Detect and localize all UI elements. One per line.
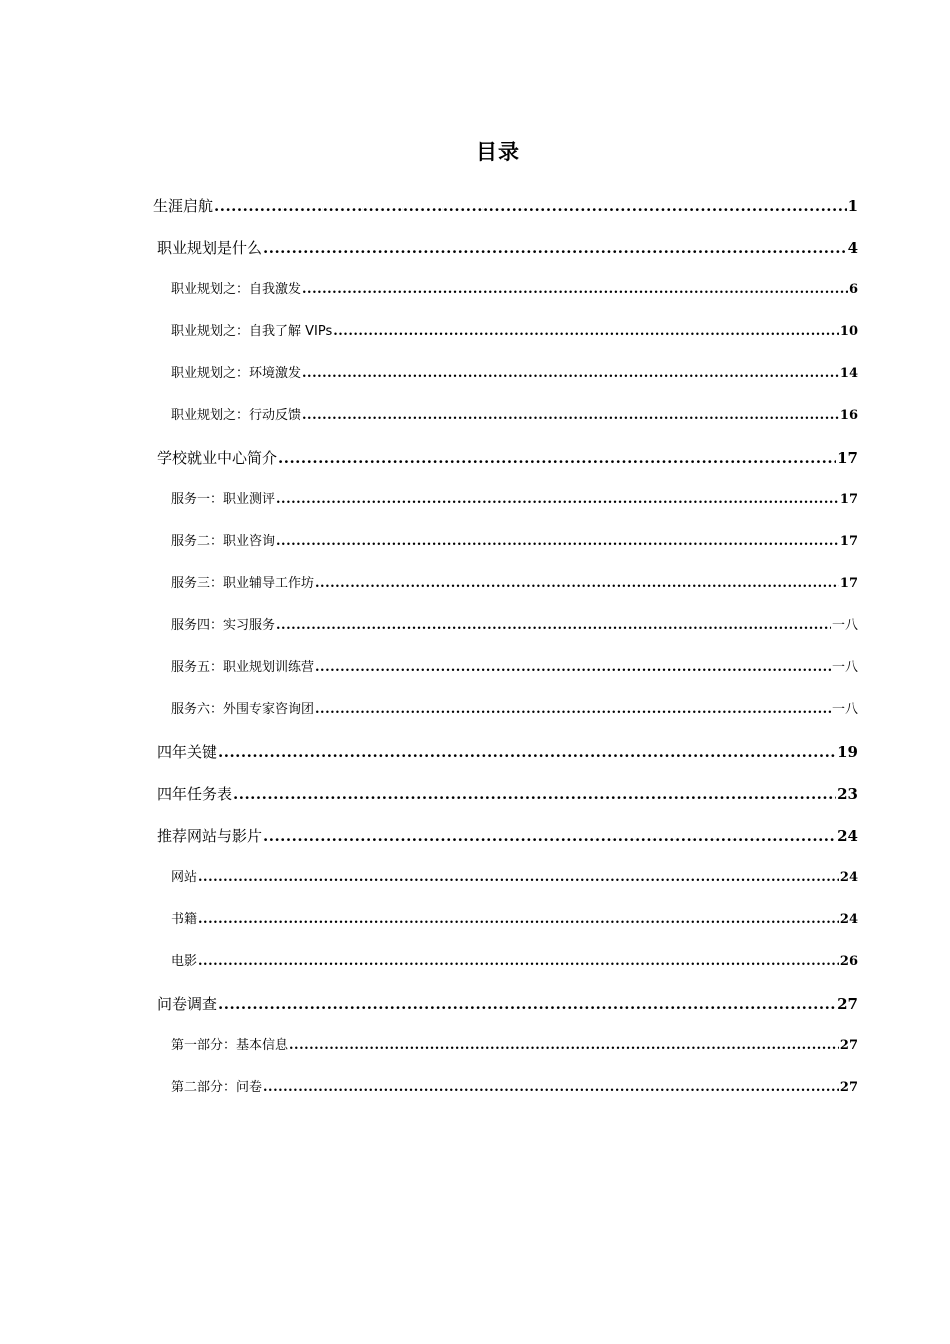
toc-entry-page: 一八 [831, 660, 858, 675]
toc-entry-page: 26 [839, 954, 858, 969]
toc-leader [302, 278, 848, 302]
toc-entry[interactable] [171, 656, 858, 680]
toc-entry-page: 17 [839, 492, 858, 507]
toc-entry-label: 问卷调查 [157, 995, 218, 1013]
toc-entry-page: 10 [839, 324, 858, 339]
toc-entry-label: 服务六：外围专家咨询团 [171, 702, 315, 717]
toc-entry-label: 职业规划之：环境激发 [171, 366, 302, 381]
toc-leader [278, 446, 836, 470]
toc-entry-page: 27 [839, 1038, 858, 1053]
toc-title: 目录 [476, 140, 520, 164]
toc-entry[interactable] [171, 698, 858, 722]
toc-entry-page: 17 [839, 576, 858, 591]
toc-leader [198, 908, 839, 932]
toc-entry[interactable] [171, 866, 858, 890]
toc-entry-page: 6 [848, 282, 858, 297]
toc-entry-label: 服务一：职业测评 [171, 492, 276, 507]
toc-leader [276, 488, 839, 512]
toc-leader [233, 782, 836, 806]
toc-leader [302, 362, 839, 386]
toc-entry-page: 19 [837, 743, 858, 761]
toc-leader [218, 992, 836, 1016]
toc-entry[interactable] [157, 446, 858, 470]
toc-leader [263, 824, 836, 848]
toc-leader [289, 1034, 839, 1058]
toc-entry-label: 书籍 [171, 912, 198, 927]
toc-entry-label: 第二部分：问卷 [171, 1080, 263, 1095]
toc-entry-page: 27 [837, 995, 858, 1013]
toc-entry[interactable] [157, 782, 858, 806]
toc-entry-label: 第一部分：基本信息 [171, 1038, 289, 1053]
toc-entry[interactable] [171, 572, 858, 596]
toc-entry-label: 职业规划之：自我激发 [171, 282, 302, 297]
toc-entry-page: 14 [839, 366, 858, 381]
toc-entry[interactable] [171, 614, 858, 638]
toc-entry-label: 职业规划之：自我了解 VIPs [171, 324, 333, 339]
toc-leader [315, 698, 831, 722]
toc-leader [302, 404, 839, 428]
toc-entry[interactable] [171, 1034, 858, 1058]
toc-entry-label: 职业规划之：行动反馈 [171, 408, 302, 423]
toc-entry[interactable] [153, 194, 858, 218]
toc-leader [198, 950, 839, 974]
toc-entry-page: 24 [839, 912, 858, 927]
toc-entry[interactable] [157, 236, 858, 260]
toc-leader [214, 194, 847, 218]
toc-leader [276, 530, 839, 554]
toc-entry-label: 四年任务表 [157, 785, 233, 803]
toc-entry[interactable] [171, 488, 858, 512]
toc-entry[interactable] [171, 362, 858, 386]
toc-entry-page: 24 [837, 827, 858, 845]
toc-entry[interactable] [171, 320, 858, 344]
toc-entry-label: 学校就业中心简介 [157, 449, 278, 467]
toc-entry[interactable] [171, 950, 858, 974]
toc-entry-label: 服务二：职业咨询 [171, 534, 276, 549]
toc-leader [276, 614, 831, 638]
toc-entry-label: 电影 [171, 954, 198, 969]
toc-entry-label: 服务五：职业规划训练营 [171, 660, 315, 675]
toc-entry[interactable] [157, 740, 858, 764]
toc-entry-label: 服务四：实习服务 [171, 618, 276, 633]
toc-leader [315, 572, 839, 596]
toc-entry-label: 网站 [171, 870, 198, 885]
toc-entry-page: 4 [847, 239, 858, 257]
toc-entry[interactable] [157, 992, 858, 1016]
toc-leader [198, 866, 839, 890]
toc-leader [315, 656, 831, 680]
toc-entry-page: 24 [839, 870, 858, 885]
toc-entry-page: 23 [837, 785, 858, 803]
toc-entry-page: 1 [847, 197, 858, 215]
toc-leader [333, 320, 839, 344]
toc-entry-page: 16 [839, 408, 858, 423]
toc-leader [263, 1076, 839, 1100]
toc-entry[interactable] [171, 530, 858, 554]
toc-entry-label: 服务三：职业辅导工作坊 [171, 576, 315, 591]
toc-entry[interactable] [171, 1076, 858, 1100]
toc-entry-label: 职业规划是什么 [157, 239, 263, 257]
toc-entry[interactable] [171, 278, 858, 302]
toc-entry-page: 17 [839, 534, 858, 549]
toc-entry-label: 推荐网站与影片 [157, 827, 263, 845]
toc-entry[interactable] [171, 404, 858, 428]
toc-leader [263, 236, 847, 260]
toc-entry-page: 一八 [831, 702, 858, 717]
toc-leader [218, 740, 836, 764]
toc-entry[interactable] [157, 824, 858, 848]
toc-entry-page: 一八 [831, 618, 858, 633]
toc-entry[interactable] [171, 908, 858, 932]
toc-entry-page: 17 [837, 449, 858, 467]
toc-entry-label: 生涯启航 [153, 197, 214, 215]
toc-entry-label: 四年关键 [157, 743, 218, 761]
toc-entry-page: 27 [839, 1080, 858, 1095]
